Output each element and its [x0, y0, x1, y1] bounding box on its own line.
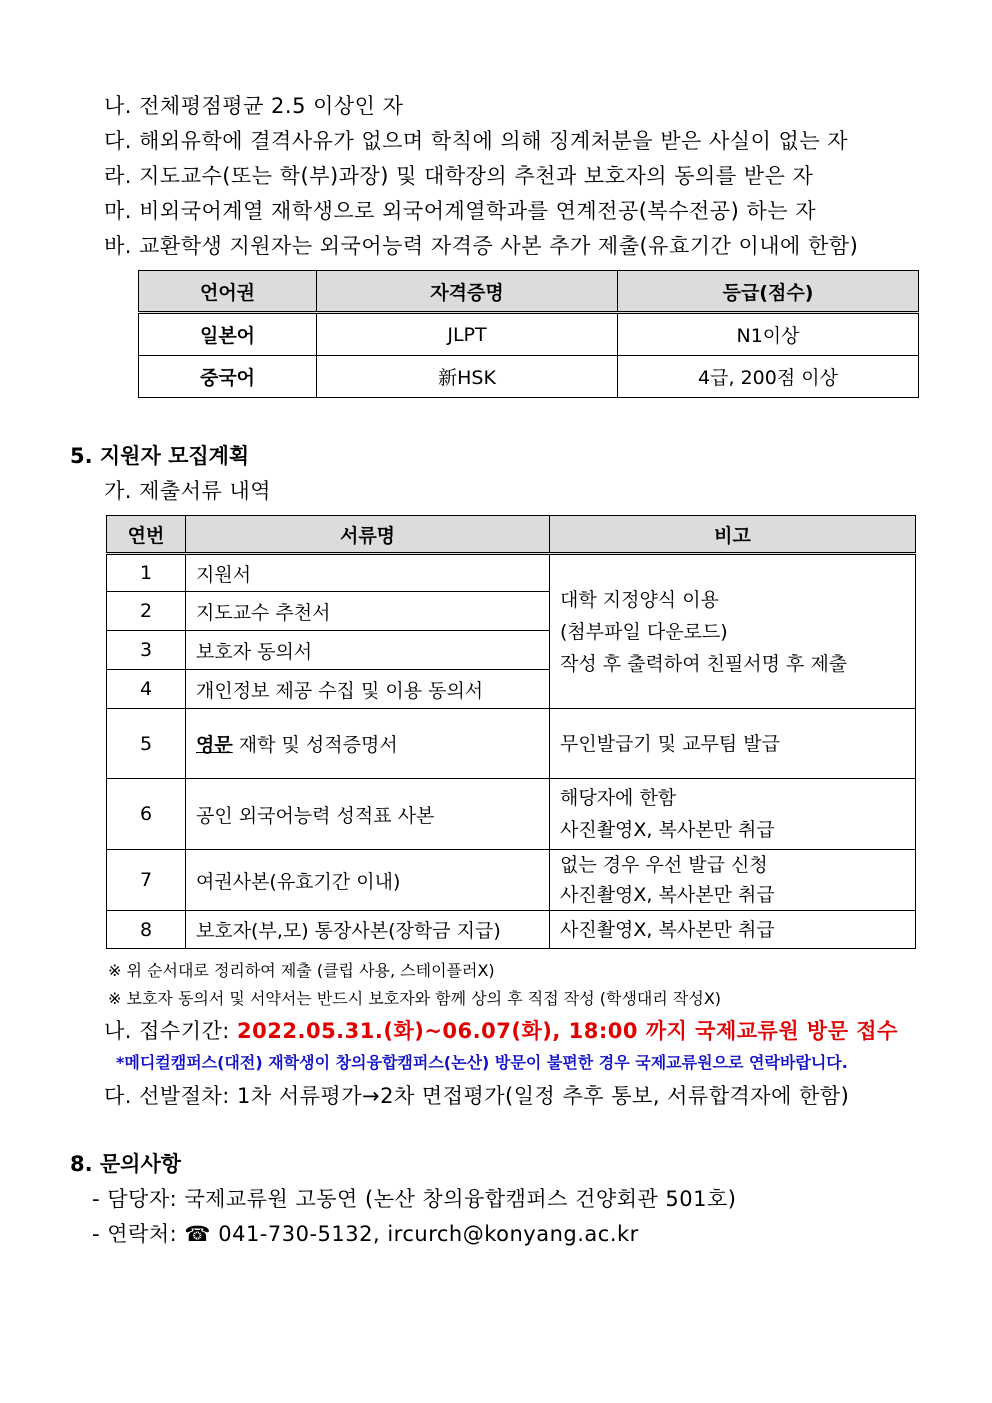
cell-number: 2 — [107, 592, 186, 631]
eligibility-line-ma: 마. 비외국어계열 재학생으로 외국어계열학과를 연계전공(복수전공) 하는 자 — [104, 199, 816, 223]
cell-document: 개인정보 제공 수집 및 이용 동의서 — [186, 670, 550, 709]
cell-remark — [550, 779, 916, 850]
cell-grade: 4급, 200점 이상 — [618, 356, 919, 398]
table-row — [139, 313, 919, 356]
section-8-title: 8. 문의사항 — [70, 1152, 182, 1176]
document-emphasis: 영문 — [196, 734, 233, 756]
table-row — [107, 911, 916, 949]
submission-period — [104, 1015, 898, 1045]
cell-grade: N1이상 — [618, 313, 919, 356]
cell-document: 지원서 — [186, 554, 550, 592]
documents-table — [106, 515, 916, 949]
cell-remark-group — [550, 554, 916, 709]
medical-campus-note: *메디컬캠퍼스(대전) 재학생이 창의융합캠퍼스(논산) 방문이 불편한 경우 국제교류원으로 연락바랍니다. — [116, 1053, 848, 1072]
table-row — [107, 554, 916, 592]
col-header-language: 언어권 — [139, 271, 317, 313]
contact-info — [92, 1218, 639, 1248]
remark-line: 사진촬영X, 복사본만 취급 — [560, 819, 775, 841]
period-label: 나. 접수기간: — [104, 1019, 238, 1043]
col-header-grade: 등급(점수) — [618, 271, 919, 313]
language-cert-table — [138, 270, 919, 398]
contact-details: 041-730-5132, ircurch@konyang.ac.kr — [211, 1222, 639, 1246]
col-header-number: 연번 — [107, 516, 186, 554]
contact-person: - 담당자: 국제교류원 고동연 (논산 창의융합캠퍼스 건양회관 501호) — [92, 1187, 737, 1211]
cell-document — [186, 709, 550, 779]
cell-cert: JLPT — [317, 313, 618, 356]
eligibility-line-da: 다. 해외유학에 결격사유가 없으며 학칙에 의해 징계처분을 받은 사실이 없는 자 — [104, 129, 849, 153]
eligibility-line-ra: 라. 지도교수(또는 학(부)과장) 및 대학장의 추천과 보호자의 동의를 받은 자 — [104, 164, 814, 188]
remark-line: 해당자에 한함 — [560, 787, 677, 809]
eligibility-line-na: 나. 전체평점평균 2.5 이상인 자 — [104, 94, 404, 118]
contact-label: - 연락처: — [92, 1222, 185, 1246]
cell-document: 여권사본(유효기간 이내) — [186, 850, 550, 911]
remark-line: 사진촬영X, 복사본만 취급 — [560, 884, 775, 906]
cell-document: 보호자 동의서 — [186, 631, 550, 670]
note-guardian: ※ 보호자 동의서 및 서약서는 반드시 보호자와 함께 상의 후 직접 작성 (학생대리 작성X) — [108, 989, 722, 1008]
cell-cert: 新HSK — [317, 356, 618, 398]
note-order: ※ 위 순서대로 정리하여 제출 (클립 사용, 스테이플러X) — [108, 961, 495, 980]
cell-number: 6 — [107, 779, 186, 850]
cell-number: 4 — [107, 670, 186, 709]
col-header-remark: 비고 — [550, 516, 916, 554]
cell-number: 3 — [107, 631, 186, 670]
eligibility-line-ba: 바. 교환학생 지원자는 외국어능력 자격증 사본 추가 제출(유효기간 이내에 한함) — [104, 234, 859, 258]
table-row — [107, 850, 916, 911]
cell-number: 8 — [107, 911, 186, 949]
cell-number: 5 — [107, 709, 186, 779]
table-row — [107, 779, 916, 850]
remark-line: 없는 경우 우선 발급 신청 — [560, 854, 768, 876]
cell-number: 7 — [107, 850, 186, 911]
cell-language: 일본어 — [139, 313, 317, 356]
cell-document: 보호자(부,모) 통장사본(장학금 지급) — [186, 911, 550, 949]
remark-line: 작성 후 출력하여 친필서명 후 제출 — [560, 652, 848, 675]
cell-remark — [550, 850, 916, 911]
section-5-title: 5. 지원자 모집계획 — [70, 444, 250, 468]
remark-line: (첨부파일 다운로드) — [560, 620, 728, 643]
col-header-cert: 자격증명 — [317, 271, 618, 313]
period-value: 2022.05.31.(화)~06.07(화), 18:00 까지 국제교류원 방문 접수 — [237, 1019, 898, 1043]
remark-line: 대학 지정양식 이용 — [560, 588, 719, 611]
phone-icon: ☎ — [184, 1222, 212, 1246]
section-5-sub-a: 가. 제출서류 내역 — [104, 479, 272, 503]
table-row — [107, 709, 916, 779]
cell-document: 공인 외국어능력 성적표 사본 — [186, 779, 550, 850]
col-header-document: 서류명 — [186, 516, 550, 554]
document-rest: 재학 및 성적증명서 — [232, 734, 398, 756]
cell-number: 1 — [107, 554, 186, 592]
cell-remark: 무인발급기 및 교무팀 발급 — [550, 709, 916, 779]
cell-remark: 사진촬영X, 복사본만 취급 — [550, 911, 916, 949]
selection-procedure: 다. 선발절차: 1차 서류평가→2차 면접평가(일정 추후 통보, 서류합격자에 한함) — [104, 1084, 850, 1108]
cell-document: 지도교수 추천서 — [186, 592, 550, 631]
cell-language: 중국어 — [139, 356, 317, 398]
table-row — [139, 356, 919, 398]
